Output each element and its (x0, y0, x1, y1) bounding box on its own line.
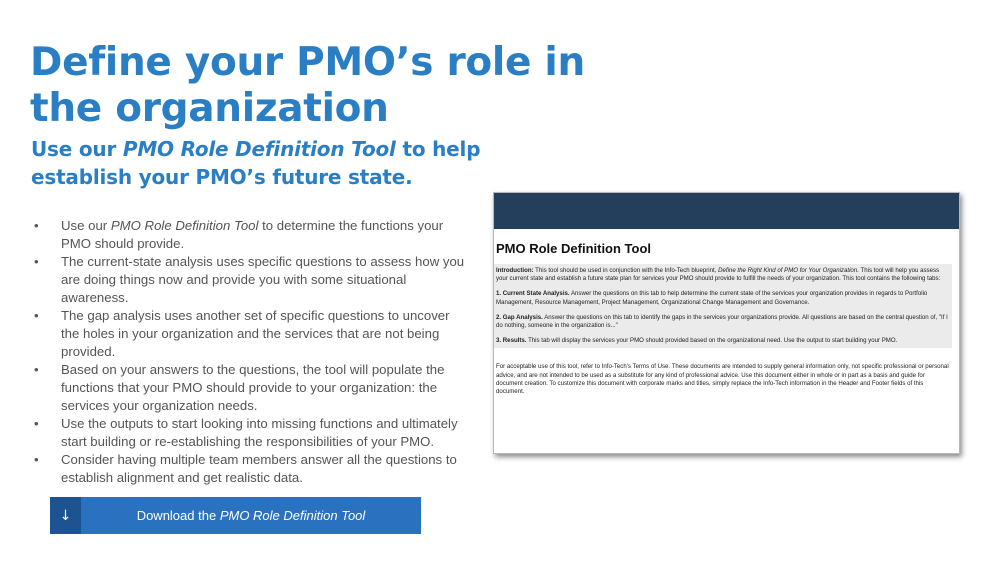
section-text: Answer the questions on this tab to help determine the current state of the services your organization provides in regards to Portfolio Management, Resource Management, Project Management, Organizational Change Management and Governance. (496, 290, 928, 306)
section-label: 3. Results. (496, 337, 527, 345)
subtitle-text-post: to help establish your PMO’s future state. (31, 137, 481, 189)
download-label-pre: Download the (136, 508, 220, 523)
arrow-down-icon: ↓ (50, 497, 81, 534)
section-label: 2. Gap Analysis. (496, 313, 543, 321)
subtitle-tool-name: PMO Role Definition Tool (122, 137, 396, 161)
intro-blueprint-name: Define the Right Kind of PMO for Your Organization. (718, 267, 859, 274)
bullet-tool-name: PMO Role Definition Tool (110, 218, 259, 233)
document-title: PMO Role Definition Tool (496, 241, 652, 256)
document-intro-panel (494, 264, 952, 348)
download-label-tool-name: PMO Role Definition Tool (219, 508, 366, 523)
bullet-item: • The current-state analysis uses specific questions to assess how you are doing things now and provide you with some situational awareness. (30, 253, 470, 307)
intro-text-rest: This tool will help you assess your current state and establish a future state plan for services your PMO should provide to fulfill the needs of your organization. This tool contains the following tabs: (496, 267, 941, 283)
bullet-item (30, 217, 470, 253)
intro-label: Introduction: (496, 267, 534, 274)
download-button-label (81, 508, 421, 523)
page-title: Define your PMO’s role in the organization (30, 40, 585, 131)
bullet-item: • Consider having multiple team members answer all the questions to establish alignment and get realistic data. (30, 451, 470, 487)
bullet-text-pre: Use our (61, 218, 111, 233)
page-subtitle (31, 135, 501, 191)
document-intro (496, 267, 952, 283)
document-section-results (496, 337, 952, 345)
intro-text: This tool should be used in conjunction with the Info-Tech blueprint, (533, 267, 719, 274)
bullet-item: • Based on your answers to the questions, the tool will populate the functions that your PMO should provide to your organization: the services your organization needs. (30, 361, 470, 415)
subtitle-text-pre: Use our (31, 137, 123, 161)
section-text: Answer the questions on this tab to identify the gaps in the services your organizations provide. All questions are based on the central question of, "If I do nothing, someone in the organization is..." (496, 313, 948, 330)
bullet-text-post: to determine the functions your PMO should provide. (61, 218, 444, 251)
section-text: This tab will display the services your PMO should provided based on the organizational need. Use the output to start building your PMO. (526, 337, 898, 345)
download-tool-button[interactable] (50, 497, 421, 534)
bullet-list (30, 217, 470, 487)
document-header-bar (494, 193, 959, 229)
document-section-gap-analysis (496, 314, 952, 330)
document-footer-note: For acceptable use of this tool, refer to Info-Tech's Terms of Use. These documents are intended to supply general information only, not specific professional or personal advice, and are not intended to be used as a substitute for any kind of professional advice. Use this document either in whole or in part as a basis and guide for document creation. To customize this document with corporate marks and titles, simply replace the Info-Tech information in the Header and Footer fields of this document. (496, 363, 949, 396)
document-section-current-state (496, 290, 952, 306)
bullet-item: • Use the outputs to start looking into missing functions and ultimately start building or re-establishing the responsibilities of your PMO. (30, 415, 470, 451)
bullet-item: • The gap analysis uses another set of specific questions to uncover the holes in your organization and the services that are not being provided. (30, 307, 470, 361)
section-label: 1. Current State Analysis. (496, 290, 570, 298)
tool-preview-document (493, 192, 960, 454)
